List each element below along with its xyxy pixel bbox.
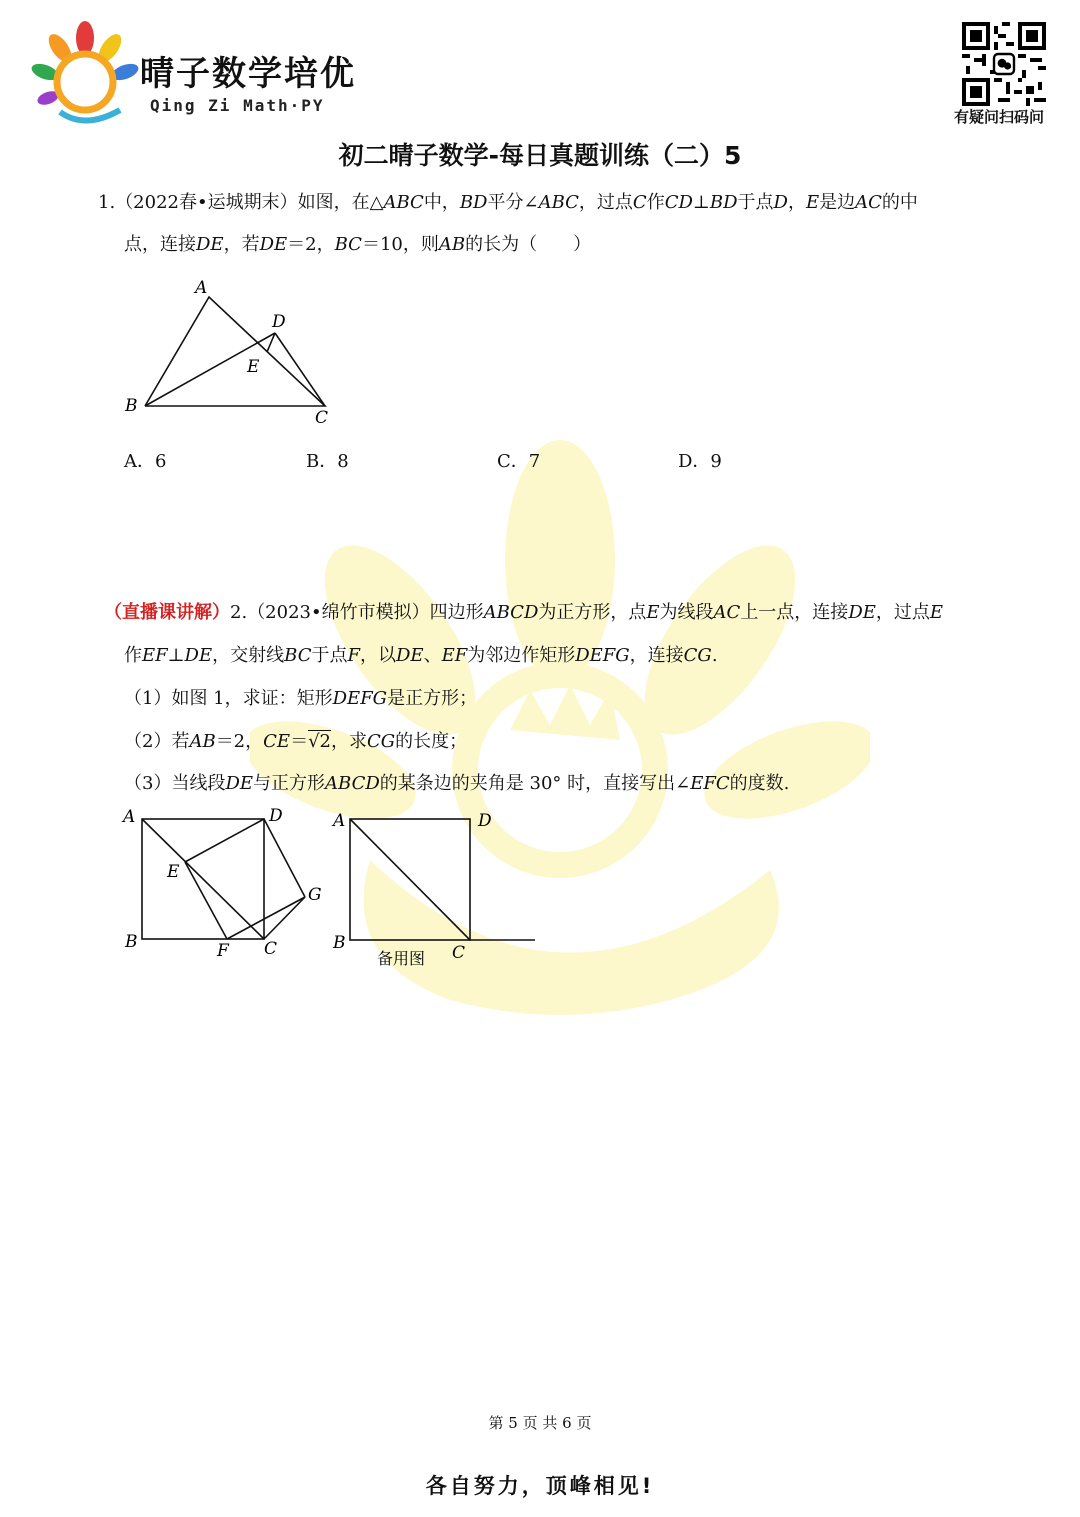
q2-text: 的度数. <box>729 773 790 794</box>
q1-label-a: A <box>195 278 208 298</box>
q2-fig1-label-a: A <box>123 807 136 827</box>
q2-text: ，求 <box>330 731 367 752</box>
q2-fig2-caption: 备用图 <box>377 949 426 968</box>
q2-figure-2 <box>325 802 540 972</box>
q2-var: DE <box>848 602 876 623</box>
q2-var: E <box>646 602 660 623</box>
q2-text: ，过点 <box>875 602 930 623</box>
q1-text: 是边 <box>819 192 856 213</box>
sqrt-two: √2 <box>308 731 331 752</box>
q2-source: （2023•绵竹市模拟） <box>247 602 430 623</box>
q2-text: . <box>711 645 718 666</box>
q1-line-1 <box>98 191 918 215</box>
q2-text: 四边形 <box>429 602 484 623</box>
q2-var: ABCD <box>483 602 539 623</box>
q2-text: 上一点，连接 <box>740 602 849 623</box>
q1-var: AB <box>438 234 466 255</box>
q2-text: 为邻边作矩形 <box>467 645 576 666</box>
q2-var: AC <box>713 602 741 623</box>
q2-var: E <box>929 602 944 623</box>
q2-var: CE <box>263 731 291 752</box>
q1-text: ＝2， <box>287 234 335 255</box>
q1-var: CD⊥BD <box>664 192 738 213</box>
q1-option-d: D．9 <box>678 451 722 472</box>
q1-text: 于点 <box>737 192 774 213</box>
q2-text: 为正方形，点 <box>538 602 647 623</box>
q2-var: EF⊥DE <box>142 645 213 666</box>
q2-figure-1 <box>115 802 330 967</box>
q2-fig1-label-b: B <box>125 932 138 952</box>
page-title: 初二晴子数学-每日真题训练（二）5 <box>338 141 742 170</box>
q1-option-c: C．7 <box>497 451 541 472</box>
q2-part-1 <box>124 687 477 711</box>
q2-line-1 <box>104 601 943 625</box>
q2-text: （3）当线段 <box>124 773 226 794</box>
q1-text: ， <box>787 192 806 213</box>
q1-label-d: D <box>272 312 286 332</box>
qr-caption: 有疑问扫码问 <box>954 108 1045 126</box>
q1-text: 的长为（ ） <box>465 234 592 255</box>
q2-text: 与正方形 <box>253 773 326 794</box>
q2-var: BC <box>284 645 312 666</box>
q1-text: ，过点 <box>578 192 633 213</box>
q2-fig2-label-b: B <box>333 933 346 953</box>
q1-text: ，若 <box>223 234 260 255</box>
q2-var: ABCD <box>325 773 380 794</box>
q2-text: 的某条边的夹角是 30° 时，直接写出∠ <box>379 773 691 794</box>
q1-triangle-figure <box>115 275 345 430</box>
q2-text: 是正方形； <box>387 688 478 709</box>
q1-var: DE <box>259 234 288 255</box>
q1-var: D <box>773 192 788 213</box>
q1-var: AC <box>855 192 882 213</box>
q2-var: DEFG <box>575 645 630 666</box>
q1-text: 的中 <box>881 192 918 213</box>
q2-text: 、 <box>423 645 442 666</box>
qr-code-icon <box>962 22 1046 106</box>
q1-text: 中， <box>423 192 460 213</box>
q2-fig2-label-c: C <box>452 943 466 963</box>
q2-text: 作 <box>124 645 142 666</box>
q1-text: 如图，在△ <box>297 192 384 213</box>
q2-line-2 <box>124 644 718 668</box>
q1-text: 平分∠ <box>487 192 539 213</box>
q1-var: E <box>805 192 820 213</box>
footer-slogan: 各自努力，顶峰相见! <box>425 1474 655 1498</box>
q2-fig1-label-e: E <box>167 862 180 882</box>
q1-var: DE <box>196 234 224 255</box>
q2-text: 于点 <box>311 645 348 666</box>
q2-text: 的长度； <box>395 731 468 752</box>
q2-part-2 <box>124 730 467 754</box>
q2-fig1-label-c: C <box>264 939 278 959</box>
q1-text: 作 <box>646 192 665 213</box>
q2-fig2-label-a: A <box>333 811 346 831</box>
q2-part-3 <box>124 772 789 796</box>
q1-label-e: E <box>247 357 260 377</box>
q2-text: ，连接 <box>629 645 684 666</box>
q1-var: ABC <box>383 192 424 213</box>
q1-var: BC <box>334 234 362 255</box>
brand-name-en: Qing Zi Math·PY <box>150 96 325 115</box>
q2-var: CG <box>683 645 712 666</box>
q1-label-c: C <box>315 408 329 428</box>
q2-var: DE <box>225 773 254 794</box>
q1-var: ABC <box>538 192 579 213</box>
q2-var: DE <box>395 645 424 666</box>
q1-var: BD <box>459 192 488 213</box>
q2-var: CG <box>366 731 396 752</box>
q2-text: ，以 <box>359 645 396 666</box>
q1-var: C <box>632 192 647 213</box>
q2-var: DEFG <box>332 688 388 709</box>
q2-var: AB <box>189 731 216 752</box>
q1-text: ＝10，则 <box>361 234 439 255</box>
q1-line-2 <box>124 233 591 257</box>
q1-option-a: A．6 <box>124 451 167 472</box>
q2-fig2-label-d: D <box>478 811 492 831</box>
q1-source: （2022春•运城期末） <box>115 192 298 213</box>
q1-option-b: B．8 <box>306 451 349 472</box>
q2-text: （1）如图 1，求证：矩形 <box>124 688 333 709</box>
q2-var: EF <box>441 645 468 666</box>
q2-text: ＝2， <box>215 731 264 752</box>
q2-fig1-label-d: D <box>269 806 283 826</box>
brand-logo-icon <box>30 20 140 125</box>
q2-number: 2. <box>230 602 248 623</box>
q1-number: 1. <box>98 192 116 213</box>
q2-text: （2）若 <box>124 731 190 752</box>
q1-text: 点，连接 <box>124 234 196 255</box>
brand-name-cn: 晴子数学培优 <box>140 54 356 94</box>
page-number: 第 5 页 共 6 页 <box>488 1414 592 1432</box>
q2-text: ，交射线 <box>212 645 285 666</box>
q2-fig1-label-g: G <box>308 885 322 905</box>
q2-text: 为线段 <box>659 602 714 623</box>
q2-fig1-label-f: F <box>217 941 229 961</box>
q2-var: EFC <box>690 773 730 794</box>
q2-text: ＝ <box>290 731 309 752</box>
q1-label-b: B <box>125 396 138 416</box>
q2-tag: （直播课讲解） <box>104 602 230 623</box>
q2-var: F <box>347 645 360 666</box>
